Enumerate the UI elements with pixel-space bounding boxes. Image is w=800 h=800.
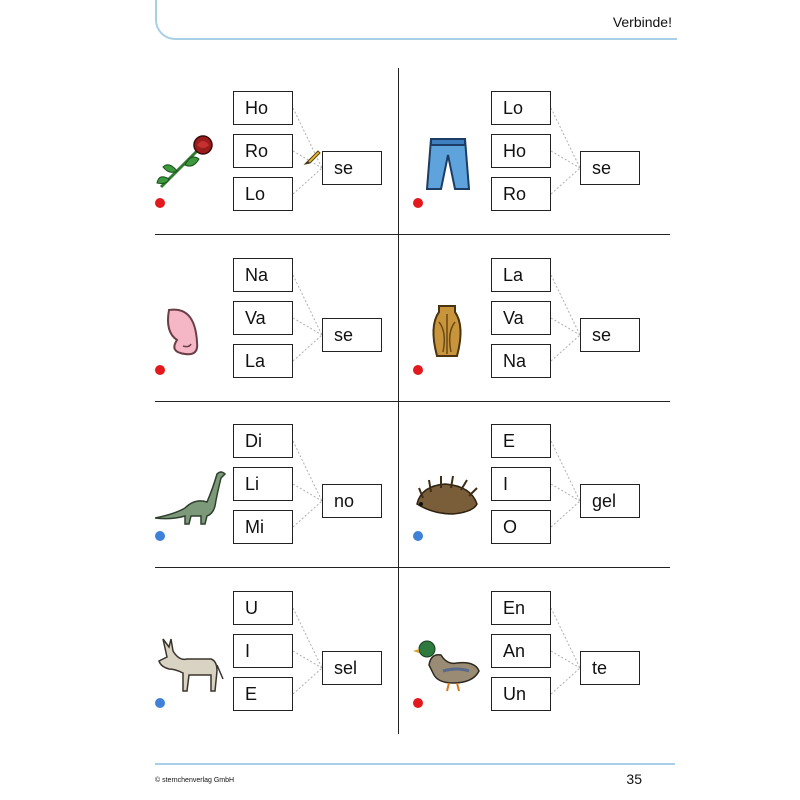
syllable-box[interactable]: La — [233, 344, 293, 378]
page-number: 35 — [626, 771, 642, 787]
syllable-box[interactable]: I — [233, 634, 293, 668]
syllable-box[interactable]: Lo — [491, 91, 551, 125]
ending-box[interactable]: se — [580, 151, 640, 185]
connector-line — [551, 668, 580, 694]
rose-picture — [155, 135, 225, 193]
exercise-vase — [413, 252, 658, 418]
copyright: © sternchenverlag GmbH — [155, 777, 235, 784]
syllable-box[interactable]: Li — [233, 467, 293, 501]
page-title: Verbinde! — [612, 14, 672, 30]
ending-box[interactable]: se — [580, 318, 640, 352]
exercise-trousers — [413, 85, 658, 251]
exercise-hedgehog — [413, 418, 658, 584]
exercise-dinosaur — [155, 418, 400, 584]
connector-line — [551, 501, 580, 527]
ending-box[interactable]: no — [322, 484, 382, 518]
duck-picture — [413, 635, 483, 693]
syllable-box[interactable]: Na — [233, 258, 293, 292]
red-dot — [155, 198, 165, 208]
syllable-box[interactable]: An — [491, 634, 551, 668]
red-dot — [155, 365, 165, 375]
connector-line — [293, 668, 322, 694]
exercise-nose — [155, 252, 400, 418]
syllable-box[interactable]: Lo — [233, 177, 293, 211]
syllable-box[interactable]: Va — [491, 301, 551, 335]
connector-line — [293, 168, 322, 194]
ending-box[interactable]: se — [322, 318, 382, 352]
red-dot — [413, 698, 423, 708]
syllable-box[interactable]: Mi — [233, 510, 293, 544]
trousers-picture — [413, 135, 483, 193]
ending-box[interactable]: sel — [322, 651, 382, 685]
syllable-box[interactable]: Un — [491, 677, 551, 711]
connector-line — [551, 335, 580, 361]
ending-box[interactable]: gel — [580, 484, 640, 518]
header-frame — [155, 0, 677, 40]
ending-box[interactable]: se — [322, 151, 382, 185]
connector-line — [293, 335, 322, 361]
vase-picture — [413, 302, 483, 360]
syllable-box[interactable]: Di — [233, 424, 293, 458]
exercise-duck — [413, 585, 658, 751]
pencil-icon — [302, 147, 322, 167]
syllable-box[interactable]: E — [491, 424, 551, 458]
syllable-box[interactable]: E — [233, 677, 293, 711]
nose-picture — [155, 302, 225, 360]
syllable-box[interactable]: Na — [491, 344, 551, 378]
connector-line — [293, 501, 322, 527]
syllable-box[interactable]: En — [491, 591, 551, 625]
donkey-picture — [155, 635, 225, 693]
dinosaur-picture — [155, 468, 225, 526]
syllable-box[interactable]: O — [491, 510, 551, 544]
syllable-box[interactable]: I — [491, 467, 551, 501]
red-dot — [413, 198, 423, 208]
connector-line — [551, 168, 580, 194]
hedgehog-picture — [413, 468, 483, 526]
syllable-box[interactable]: Ro — [233, 134, 293, 168]
blue-dot — [155, 531, 165, 541]
blue-dot — [413, 531, 423, 541]
blue-dot — [155, 698, 165, 708]
exercise-rose — [155, 85, 400, 251]
syllable-box[interactable]: Va — [233, 301, 293, 335]
syllable-box[interactable]: U — [233, 591, 293, 625]
syllable-box[interactable]: Ro — [491, 177, 551, 211]
red-dot — [413, 365, 423, 375]
footer-line — [155, 763, 675, 765]
ending-box[interactable]: te — [580, 651, 640, 685]
syllable-box[interactable]: Ho — [233, 91, 293, 125]
syllable-box[interactable]: La — [491, 258, 551, 292]
exercise-donkey — [155, 585, 400, 751]
syllable-box[interactable]: Ho — [491, 134, 551, 168]
